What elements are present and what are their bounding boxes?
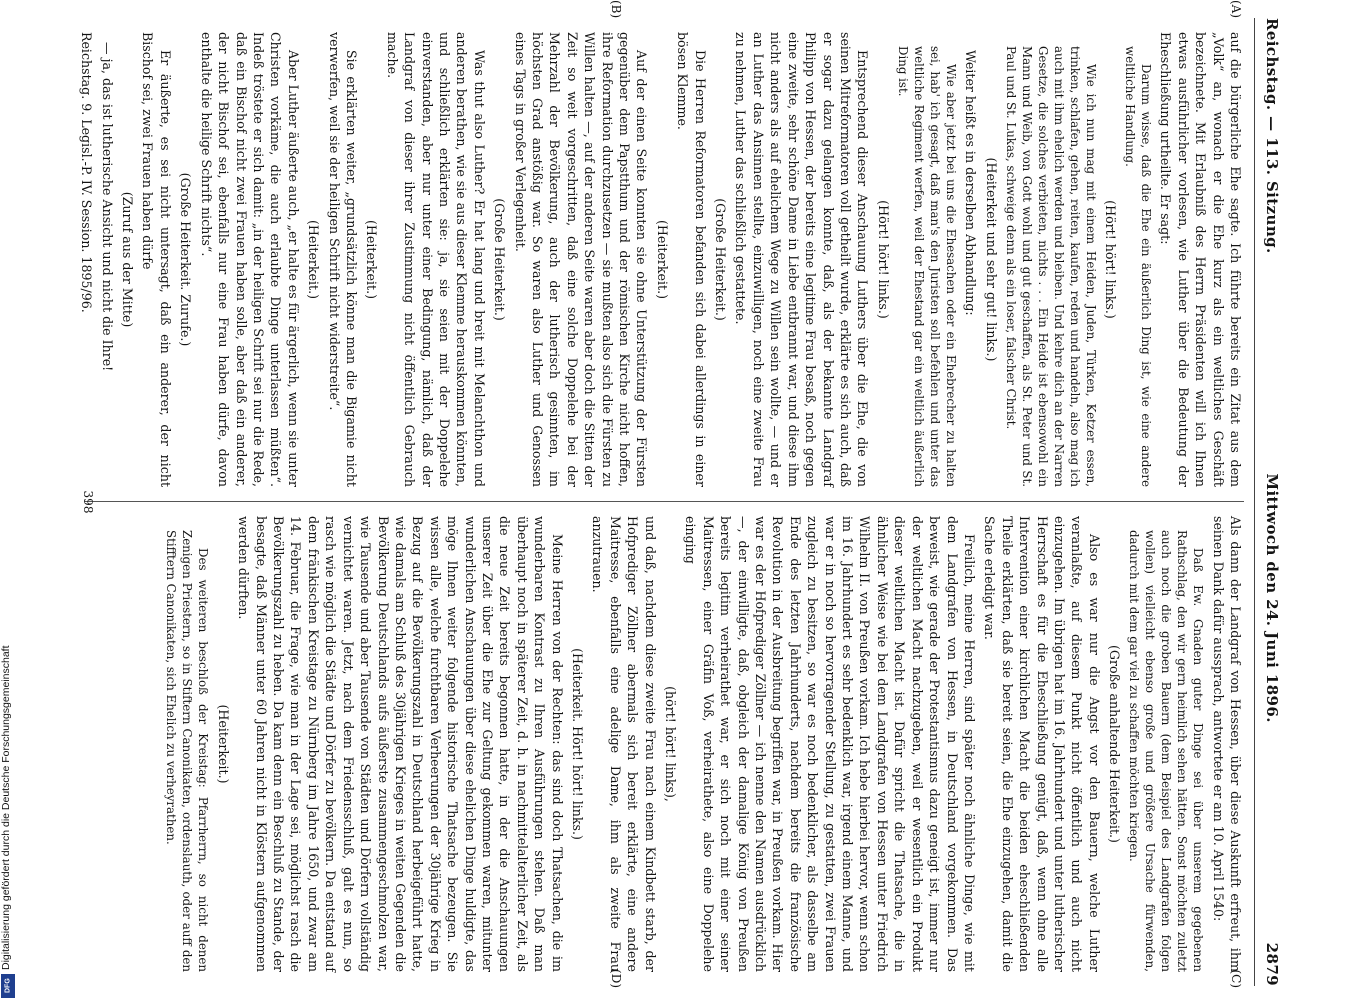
interjection: (Hört! hört! links.) [1102,200,1118,319]
quote: Darum wisse, daß die Ehe ein äußerlich Ding ist, wie eine andere weltliche Handlung. [1122,46,1153,487]
interjection: (Heiterkeit. Hört! hört! links.) [570,648,585,840]
paragraph: Die Herren Reformatoren befanden sich dabei allerdings in einer bösen Klemme. [675,32,708,487]
quote: Des weiteren beschloß der Kreistag: Pfarrherrn, so nicht denen Zenigen Priestern, so in Stiftern Canonikaten, ordenslauth, oder auff den Stifftern Canonikaten, sich Ehelich zu verheyrathen. [164,530,211,972]
funding-notice: Digitalisierung gefördert durch die Deutsche Forschungsgemeinschaft [0,645,12,970]
paragraph: Er äußerte, es sei nicht untersagt, daß ein anderer, der nicht Bischof sei, zwei Frauen haben dürfe [140,32,173,487]
margin-marker-a: (A) [1229,0,1243,19]
interjection: (Heiterkeit und sehr gut! links.) [983,157,999,362]
interjection: (Große anhaltende Heiterkeit.) [1107,645,1123,843]
quote: Daß Ew. Gnaden guter Dinge sei über unserem gegebenen Rathschlag, den wir gern heimlich sehen hätten. Sonst möchten zuletzt auch noch die groben Bauern (dem Beispiel des Landgrafen folgen wollen) vielleicht ebenso große und größere Ursache fürwenden, dadurch mit dem gar viel zu schaffen möchten kriegen. [1127,530,1206,972]
page-footer [81,18,95,986]
source-line: Reichstag. 9. Legisl.-P. IV. Session. 1895/96. [79,32,95,313]
interjection: (Große Heiterkeit.) [713,198,729,321]
margin-marker-c: (C) [1229,969,1243,988]
paragraph: Entsprechend dieser Anschauung Luthers über die Ehe, die von seinen Mitreformatoren voll getheilt wurde, erklärte es sich auch, daß er sogar dazu gelangen konnte, daß, als der bekannte Landgraf Philipp von Hessen, der bereits eine legitime Frau besaß, noch gegen eine zweite, sehr schöne Dame in Liebe entbrannt war, und diese ihm nicht anders als auf ehelichem Wege zu Willen sein wollte, — und er an Luther das Ansinnen stellte, einzuwilligen, noch eine zweite Frau zu nehmen, Luther das schließlich gestattete. [733,32,871,487]
paragraph: Aber Luther äußerte auch, „er halte es für ärgerlich, wenn sie unter Christen vorkäme, die auch erlaubte Dinge unterlassen müßten“. Indeß tröstete er sich damit: „in der heiligen Schrift sei nur die Rede, daß ein Bischof nicht zwei Frauen haben solle, aber daß ein anderer, der nicht Bischof sei, ebenfalls nur eine Frau haben dürfe, davon enthalte die heilige Schrift nichts“. [198,32,301,487]
page-header [1254,18,1281,986]
interjection: (Heiterkeit.) [215,704,231,784]
paragraph: Weiter heißt es in derselben Abhandlung: [963,50,979,316]
paragraph: Also es war nur die Angst vor den Bauern, welche Luther veranlaßte, auf diesem Punkt nicht öffentlich und auch nicht einzugehen. Im übrigen hat im 16. Jahrhundert und unter lutherischer Herrschaft es für die Eheschließung genügt, daß, wenn ohne alle Intervention einer kirchlichen Macht die beiden eheschließenden Theile erklärten, daß sie bereit seien, die Ehe einzugehen, damit die Sache erledigt war. [982,516,1102,972]
margin-marker-d: (D) [609,969,623,988]
right-column [84,502,1244,986]
interjection: (Heiterkeit.) [306,220,322,299]
interjection: (Heiterkeit.) [364,220,380,299]
document-page [55,0,1295,1000]
paragraph: — ja, das ist lutherische Ansicht und nicht die Ihre! [99,42,115,372]
quote: Wie aber jetzt bei uns die Ehesachen oder ein Ehebrecher zu halten sei, hab' ich gesagt, daß man's den Juristen soll befehlen und unter das weltliche Regiment werfen, weil der Ehestand gar ein weltlich äußerlich Ding ist. [895,46,958,487]
interjection: (Hört! hört! links.) [875,200,891,319]
paragraph: Als dann der Landgraf von Hessen, über diese Auskunft erfreut, ihm seinen Dank dafür aussprach, antwortete er am 10. April 1540: [1210,516,1243,972]
header-center: Mittwoch den 24. Juni 1896. [1263,473,1281,723]
header-left: Reichstag. — 113. Sitzung. [1263,18,1281,254]
interjection: (Große Heiterkeit.) [492,198,508,321]
paragraph: und daß, nachdem diese zweite Frau nach einem Kindbett starb, der Hofprediger Zöllner abermals sich bereit erklärte, eine andere Maitresse, ebenfalls eine adelige Dame, ihm als zweite Frau anzutrauen. [590,516,658,972]
interjection: (Zuruf aus der Mitte) [120,191,136,328]
paragraph: Sie erklärten weiter, „grundsätzlich könne man die Bigamie nicht verwerfen, weil sie der heiligen Schrift nicht widerstreite“. [326,32,359,487]
interjection: (hört! hört! links), [663,686,679,802]
side-margin [0,0,16,1000]
header-page-number: 2879 [1263,942,1281,986]
paragraph: auf die bürgerliche Ehe sagte. Ich führte bereits ein Zitat aus dem „Volk“ an, wonach er die Ehe kurz als ein weltliches Geschäft bezeichnete. Mit Erlaubniß des Herrn Präsidenten will ich Ihnen etwas ausführlicher vorlesen, wie Luther über die Bedeutung der Eheschließung urtheilte. Er sagt: [1158,32,1243,487]
paragraph: Auf der einen Seite konnten sie ohne Unterstützung der Fürsten gegenüber dem Papstthum und der römischen Kirche nicht hoffen, ihre Reformation durchzusetzen — sie mußten also sich die Fürsten zu Willen halten —, auf der anderen Seite waren aber doch die Sitten der Zeit so weit vorgeschritten, daß eine solche Doppelehe bei der Mehrzahl der Bevölkerung, auch der lutherisch gesinnten, im höchsten Grad anstößig war. So waren also Luther und Genossen eines Tags in großer Verlegenheit. [512,32,650,487]
footer-page-number: 398 [81,490,95,514]
interjection: (Große Heiterkeit. Zurufe.) [178,172,194,347]
text-columns [79,0,1244,988]
interjection: (Heiterkeit.) [654,220,670,299]
paragraph: Freilich, meine Herren, sind später noch ähnliche Dinge, wie mit dem Landgrafen von Hessen, in Deutschland vorgekommen. Das beweist, wie gerade der Protestantismus dazu geneigt ist, immer nur der weltlichen Macht nachzugeben, weil er wesentlich ein Produkt dieser weltlichen Macht ist. Dafür spricht die Thatsache, die in ähnlicher Weise wie bei dem Landgrafen von Hessen unter Friedrich Wilhelm II. von Preußen vorkam. Ich hebe hierbei hervor, wenn schon im 16. Jahrhundert es sehr bedenklich war, irgend einem Manne, und war er in noch so hervorragender Stellung, zu gestatten, zwei Frauen zugleich zu besitzen, so war es noch bedenklicher, als dasselbe am Ende des letzten Jahrhunderts, nachdem bereits die französische Revolution in der Ausbreitung begriffen war, in Preußen vorkam. Hier war es der Hofprediger Zöllner — ich nenne den Namen ausdrücklich —, der einwilligte, daß, obgleich der damalige König von Preußen bereits legitim verheirathet war, er sich noch mit einer seiner Maitressen, einer Gräfin Voß, verheirathete, also eine Doppelehe einging [683,516,977,972]
quote: Wie ich nun mag mit einem Heiden, Juden, Türken, Ketzer essen, trinken, schlafen, gehen, reiten, kaufen, reden und handeln, also mag ich auch mit ihm ehelich werden und bleiben. Und kehre dich an der Narren Gesetze, die solches verbieten, nichts . . . Ein Heide ist ebensowohl ein Mann und Weib, von Gott wohl und gut geschaffen, als St. Peter und St. Paul und St. Lukas, schweige denn als ein loser, falscher Christ. [1003,46,1098,487]
paragraph: Was thut also Luther? Er hat lang und breit mit Melanchthon und anderen berathen, wie sie aus dieser Klemme herauskommen könnten, und schließlich erklärten sie: ja, sie seien mit der Doppelehe einverstanden, aber nur unter einer Bedingung, nämlich, daß der Landgraf von dieser ihrer Zustimmung nicht öffentlich Gebrauch mache. [384,32,487,487]
margin-marker-b: (B) [609,0,623,19]
dfg-logo: DFG [1,974,15,998]
paragraph: Meine Herren von der Rechten: das sind doch Thatsachen, die im wunderbaren Kontrast zu Ihren Ausführungen stehen. Daß man überhaupt noch in späterer Zeit, d. h. in nachmittelalterlicher Zeit, als die neue Zeit bereits begonnen hatte, in der die Anschauungen unserer Zeit über die Ehe zur Geltung gekommen waren, mitunter wunderlichen Anschauungen über diese ehelichen Dinge huldigte, das möge Ihnen weiter folgende historische Thatsache bezeugen. Sie wissen alle, welche furchtbaren Verheerungen der 30jährige Krieg in Bezug auf die Bevölkerungszahl in Deutschland herbeigeführt hatte, wie damals am Schluß des 30jährigen Krieges in weiten Gegenden die Bevölkerung Deutschlands aufs äußerste zusammengeschmolzen war, wie Tausende und aber Tausende von Städten und Dörfern vollständig vernichtet waren. Jetzt, nach dem Friedensschluß, galt es nun, so rasch wie möglich die Städte und Dörfer zu bevölkern. Da entstand auf dem fränkischen Kreistage zu Nürnberg im Jahre 1650, und zwar am 14. Februar, die Frage, wie man in der Lage sei, möglichst rasch die Bevölkerungszahl zu heben. Da kam denn ein Beschluß zu Stande, der besagte, daß Männer unter 60 Jahren nicht in Klöstern aufgenommen werden dürften. [236,516,565,972]
